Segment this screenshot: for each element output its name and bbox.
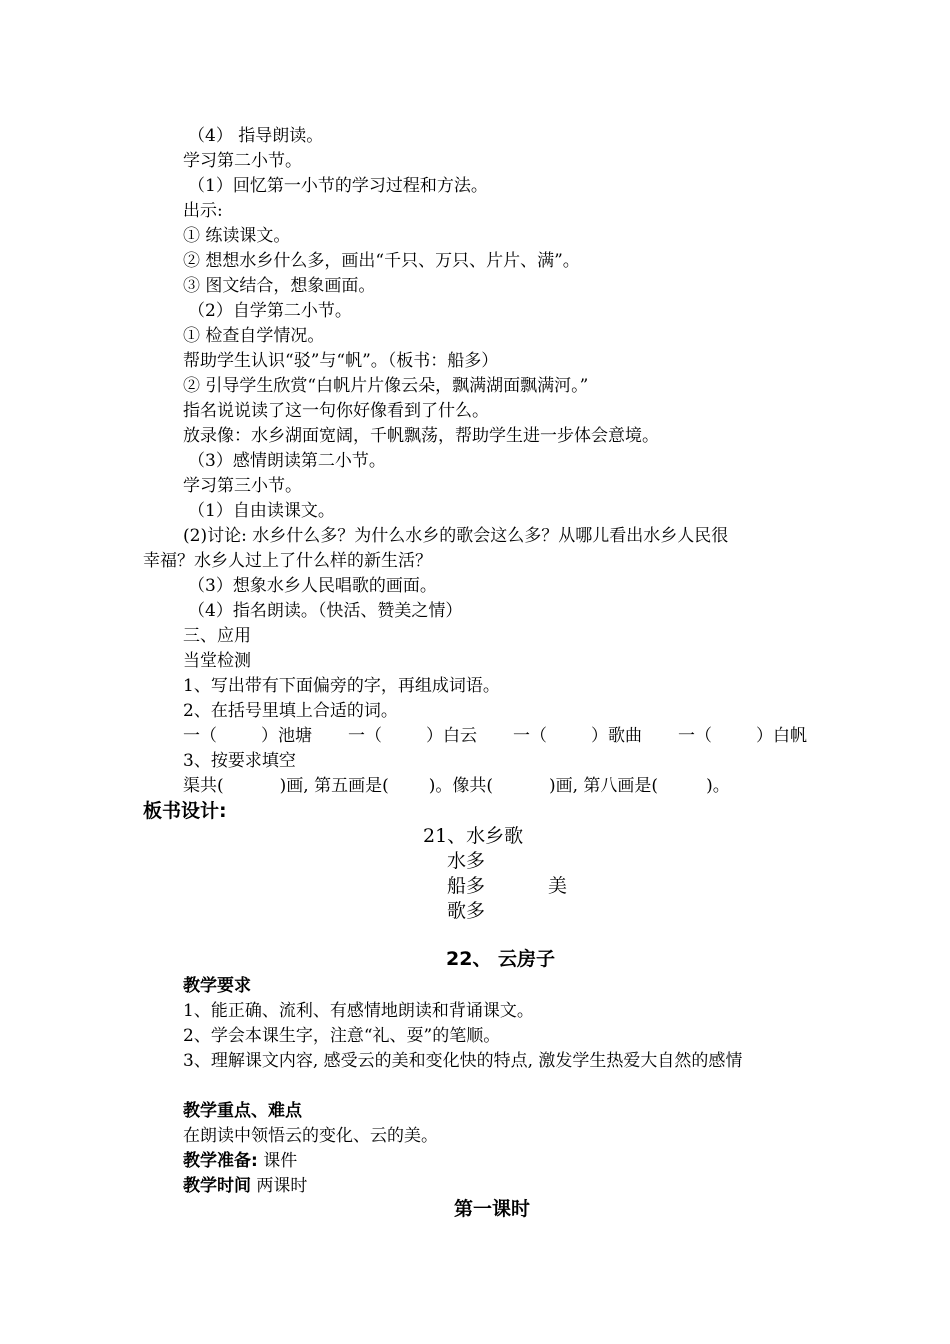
time-value: 两课时: [256, 1176, 308, 1196]
lesson-title: 22、 云房子: [446, 948, 556, 970]
period-heading: 第一课时: [454, 1198, 531, 1220]
fill-blank-row: [183, 724, 807, 748]
preparation-label: 教学准备:: [183, 1151, 258, 1171]
discussion-line-1: (2)讨论: 水乡什么多？为什么水乡的歌会这么多？从哪儿看出水乡人民很: [183, 526, 729, 546]
stroke-item: 渠共(: [183, 776, 224, 796]
section-heading-requirements: 教学要求: [183, 976, 251, 996]
board-row-song: 歌多: [447, 900, 486, 922]
fill-blank-open: 一（: [348, 726, 382, 746]
discussion-line-2: 幸福？水乡人过上了什么样的新生活？: [143, 551, 432, 571]
time-label: 教学时间: [183, 1176, 251, 1196]
fill-blank-word: ）歌曲: [591, 726, 642, 746]
text-line: 出示:: [183, 201, 223, 221]
text-line: ① 练读课文。: [183, 226, 291, 246]
time-line: [183, 1174, 307, 1198]
board-row-boat: 船多: [447, 875, 486, 897]
text-line: 指名说说读了这一句你好像看到了什么。: [183, 401, 489, 421]
requirement-item: 3、理解课文内容, 感受云的美和变化快的特点, 激发学生热爱大自然的感情: [183, 1051, 743, 1071]
fill-blank-open: 一（: [678, 726, 712, 746]
requirement-item: 2、学会本课生字，注意“礼、耍”的笔顺。: [183, 1026, 501, 1046]
stroke-count-row: [183, 774, 730, 798]
text-line: （2）自学第二小节。: [188, 301, 352, 321]
text-line: 1、写出带有下面偏旁的字，再组成词语。: [183, 676, 500, 696]
stroke-item: )。像共(: [428, 776, 493, 796]
text-line: （3）想象水乡人民唱歌的画面。: [188, 576, 437, 596]
preparation-value: 课件: [263, 1151, 298, 1171]
text-line: 帮助学生认识“驳”与“帆”。（板书：船多）: [183, 351, 499, 371]
text-line: （3）感情朗读第二小节。: [188, 451, 386, 471]
board-row-beauty: 美: [548, 875, 568, 897]
text-line: 当堂检测: [183, 651, 251, 671]
text-line: ① 检查自学情况。: [183, 326, 325, 346]
stroke-item: )画, 第八画是(: [548, 776, 659, 796]
text-line: 三、应用: [183, 626, 251, 646]
board-heading: 板书设计:: [143, 800, 227, 822]
fill-blank-word: ）白帆: [756, 726, 807, 746]
requirement-item: 1、能正确、流利、有感情地朗读和背诵课文。: [183, 1001, 534, 1021]
board-row-water: 水多: [447, 850, 486, 872]
text-line: （1）回忆第一小节的学习过程和方法。: [188, 176, 488, 196]
fill-blank-word: ）池塘: [261, 726, 312, 746]
section-heading-key-points: 教学重点、难点: [183, 1101, 302, 1121]
text-line: 2、在括号里填上合适的词。: [183, 701, 398, 721]
text-line: 学习第三小节。: [183, 476, 302, 496]
fill-blank-open: 一（: [513, 726, 547, 746]
fill-blank-word: ）白云: [426, 726, 477, 746]
text-line: ② 引导学生欣赏“白帆片片像云朵，飘满湖面飘满河。”: [183, 376, 589, 396]
board-title: 21、水乡歌: [423, 825, 524, 847]
preparation-line: [183, 1149, 297, 1173]
stroke-item: )。: [706, 776, 730, 796]
text-line: （4）指名朗读。（快活、赞美之情）: [188, 601, 463, 621]
text-line: 学习第二小节。: [183, 151, 302, 171]
fill-blank-open: 一（: [183, 726, 217, 746]
text-line: 3、按要求填空: [183, 751, 296, 771]
key-points-text: 在朗读中领悟云的变化、云的美。: [183, 1126, 438, 1146]
text-line: （1）自由读课文。: [188, 501, 335, 521]
text-line: 放录像：水乡湖面宽阔，千帆飘荡，帮助学生进一步体会意境。: [183, 426, 659, 446]
stroke-item: )画, 第五画是(: [279, 776, 389, 796]
text-line: ③ 图文结合，想象画面。: [183, 276, 376, 296]
text-line: ② 想想水乡什么多，画出“千只、万只、片片、满”。: [183, 251, 580, 271]
text-line: （4） 指导朗读。: [188, 126, 324, 146]
